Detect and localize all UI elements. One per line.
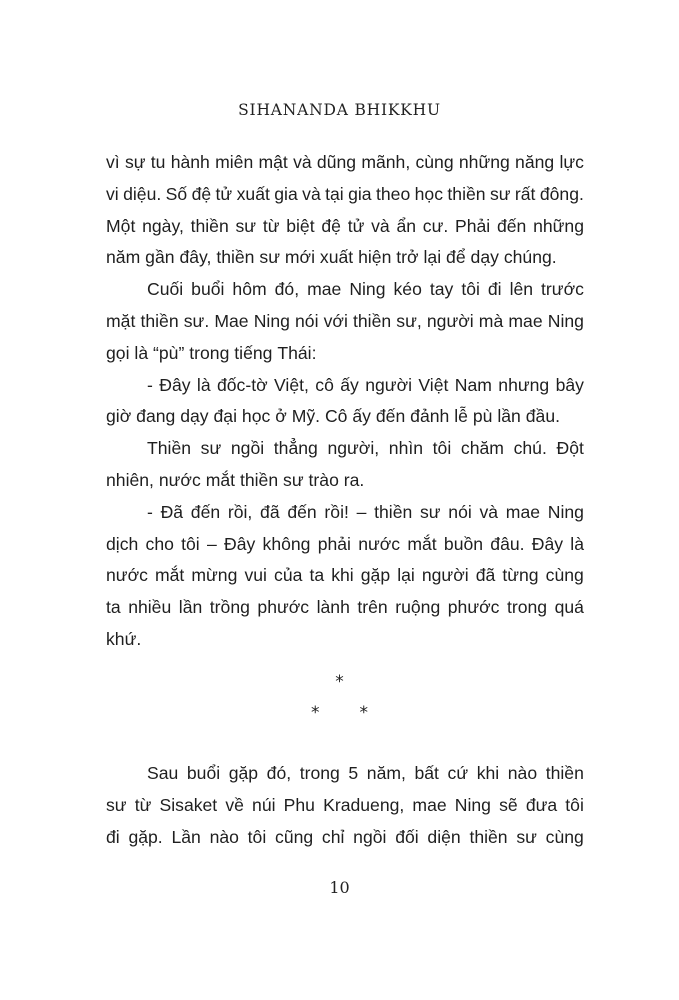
text-line: nước mắt mừng vui của ta khi gặp lại người đã từng cùng bbox=[106, 565, 584, 586]
page-number: 10 bbox=[329, 878, 350, 897]
text-line: vi diệu. Số đệ tử xuất gia và tại gia theo học thiền sư rất đông. bbox=[106, 183, 584, 204]
text-line: Một ngày, thiền sư từ biệt đệ tử và ẩn cư. Phải đến những bbox=[106, 215, 584, 236]
text-line: năm gần đây, thiền sư mới xuất hiện trở lại để dạy chúng. bbox=[106, 247, 557, 268]
text-line: - Đây là đốc-tờ Việt, cô ấy người Việt Nam nhưng bây bbox=[147, 374, 584, 395]
text-line: đi gặp. Lần nào tôi cũng chỉ ngồi đối diện thiền sư cùng bbox=[106, 826, 584, 847]
text-line: khứ. bbox=[106, 628, 142, 649]
running-header: SIHANANDA BHIKKHU bbox=[238, 101, 441, 119]
text-line: dịch cho tôi – Đây không phải nước mắt buồn đâu. Đây là bbox=[106, 533, 584, 554]
text-line: mặt thiền sư. Mae Ning nói với thiền sư, người mà mae Ning bbox=[106, 310, 584, 331]
separator-star: * bbox=[335, 672, 344, 692]
text-line: vì sự tu hành miên mật và dũng mãnh, cùng những năng lực bbox=[106, 152, 584, 172]
text-line: gọi là “pù” trong tiếng Thái: bbox=[106, 342, 317, 363]
text-line: nhiên, nước mắt thiền sư trào ra. bbox=[106, 469, 365, 490]
section-separator-bottom bbox=[0, 703, 679, 723]
text-line: Thiền sư ngồi thẳng người, nhìn tôi chăm chú. Đột bbox=[147, 438, 584, 459]
text-line: giờ đang dạy đại học ở Mỹ. Cô ấy đến đảnh lễ pù lần đầu. bbox=[106, 406, 561, 427]
text-line: sư từ Sisaket về núi Phu Kradueng, mae Ning sẽ đưa tôi bbox=[106, 794, 584, 815]
separator-star: * bbox=[311, 703, 320, 723]
body-text-block-1 bbox=[106, 147, 584, 656]
text-line: ta nhiều lần trồng phước lành trên ruộng phước trong quá bbox=[106, 597, 584, 618]
text-line: Cuối buổi hôm đó, mae Ning kéo tay tôi đi lên trước bbox=[147, 279, 584, 300]
separator-star: * bbox=[359, 703, 368, 723]
section-separator-top bbox=[0, 672, 679, 692]
body-text-block-2 bbox=[106, 758, 584, 853]
text-line: Sau buổi gặp đó, trong 5 năm, bất cứ khi nào thiền bbox=[147, 763, 584, 783]
text-line: - Đã đến rồi, đã đến rồi! – thiền sư nói và mae Ning bbox=[147, 501, 584, 522]
